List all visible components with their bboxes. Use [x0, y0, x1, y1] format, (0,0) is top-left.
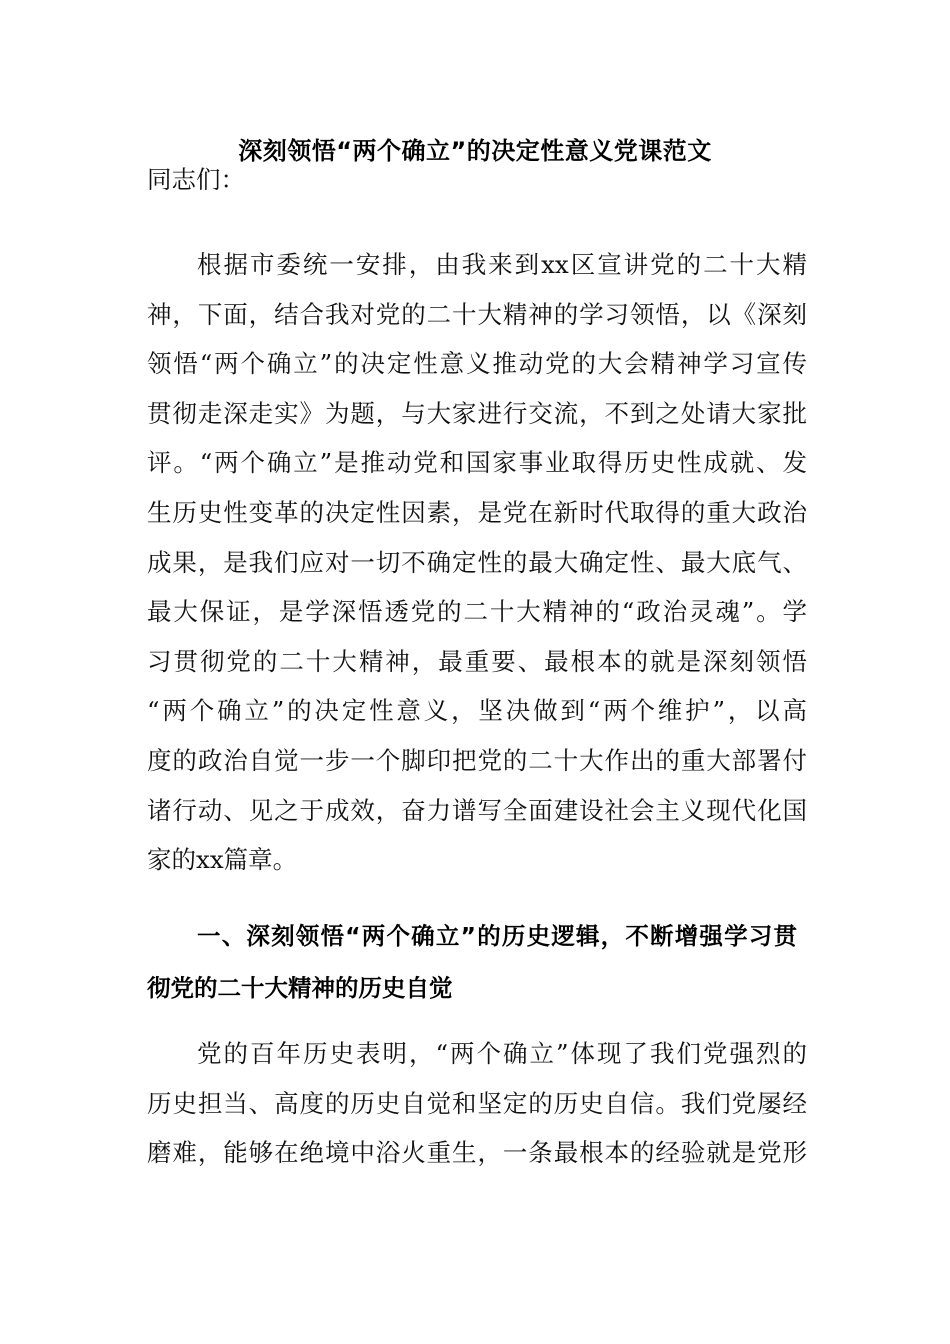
paragraph-line: 贯彻走深走实》为题，与大家进行交流，不到之处请大家批 [147, 398, 807, 428]
paragraph-section-1 [147, 1029, 807, 1178]
paragraph-line: 生历史性变革的决定性因素，是党在新时代取得的重大政治 [147, 497, 807, 527]
paragraph-line: 评。“两个确立”是推动党和国家事业取得历史性成就、发 [147, 448, 807, 478]
paragraph-line: 家的xx篇章。 [147, 845, 298, 875]
paragraph-line: 根据市委统一安排，由我来到xx区宣讲党的二十大精 [197, 250, 807, 279]
paragraph-line: 磨难，能够在绝境中浴火重生，一条最根本的经验就是党形 [147, 1138, 807, 1168]
paragraph-line: 度的政治自觉一步一个脚印把党的二十大作出的重大部署付 [147, 745, 807, 775]
paragraph-line: 最大保证，是学深悟透党的二十大精神的“政治灵魂”。学 [147, 597, 807, 627]
paragraph-line: 党的百年历史表明，“两个确立”体现了我们党强烈的 [197, 1039, 807, 1068]
section-heading-1 [147, 910, 797, 1014]
paragraph-line: 习贯彻党的二十大精神，最重要、最根本的就是深刻领悟 [147, 646, 807, 676]
paragraph-line: 领悟“两个确立”的决定性意义推动党的大会精神学习宣传 [147, 349, 807, 379]
paragraph-intro [147, 240, 807, 885]
document-title: 深刻领悟“两个确立”的决定性意义党课范文 [238, 137, 712, 165]
paragraph-line: 历史担当、高度的历史自觉和坚定的历史自信。我们党屡经 [147, 1088, 807, 1118]
heading-line: 彻党的二十大精神的历史自觉 [147, 974, 453, 1002]
heading-line: 一、深刻领悟“两个确立”的历史逻辑，不断增强学习贯 [197, 922, 797, 950]
salutation: 同志们： [147, 165, 245, 194]
paragraph-line: 神，下面，结合我对党的二十大精神的学习领悟，以《深刻 [147, 299, 807, 329]
paragraph-line: “两个确立”的决定性意义，坚决做到“两个维护”，以高 [147, 696, 807, 726]
paragraph-line: 成果，是我们应对一切不确定性的最大确定性、最大底气、 [147, 547, 807, 577]
paragraph-line: 诸行动、见之于成效，奋力谱写全面建设社会主义现代化国 [147, 795, 807, 825]
